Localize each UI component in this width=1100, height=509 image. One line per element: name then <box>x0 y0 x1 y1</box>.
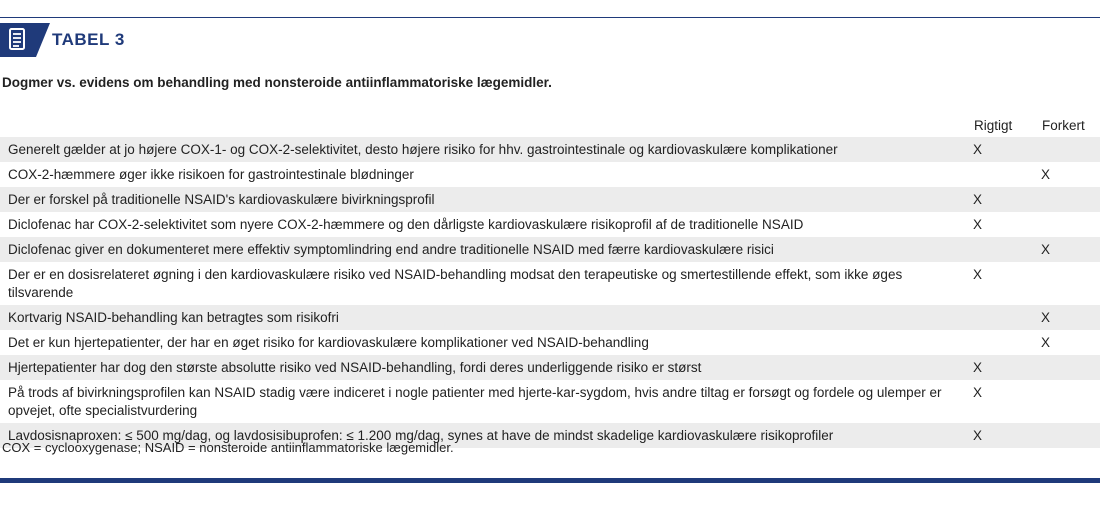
table-row <box>0 262 1100 305</box>
table-label: TABEL 3 <box>52 30 125 49</box>
table-row <box>0 162 1100 187</box>
statement-text: Lavdosisnaproxen: ≤ 500 mg/dag, og lavdosisibuprofen: ≤ 1.200 mg/dag, synes at have de mindst skadelige kardiovaskulære risikoprofiler <box>8 428 834 443</box>
right-mark: X <box>973 192 983 207</box>
table-row <box>0 380 1100 423</box>
table-row <box>0 187 1100 212</box>
right-mark: X <box>973 428 983 443</box>
top-rule <box>0 17 1100 18</box>
statement-text: På trods af bivirkningsprofilen kan NSAID stadig være indiceret i nogle patienter med hjerte-kar-sygdom, hvis andre tiltag er forsøgt og fordele og ulemper er opvejet, ofte specialistvurdering <box>8 385 942 418</box>
statement-text: Diclofenac giver en dokumenteret mere effektiv symptomlindring end andre traditionelle NSAID med færre kardiovaskulære risici <box>8 242 774 257</box>
table-header <box>0 23 1100 57</box>
table-row <box>0 237 1100 262</box>
statement-text: Diclofenac har COX-2-selektivitet som nyere COX-2-hæmmere og den dårligste kardiovaskulære risikoprofil af de traditionelle NSAID <box>8 217 804 232</box>
right-mark: X <box>973 142 983 157</box>
statement-text: Der er en dosisrelateret øgning i den kardiovaskulære risiko ved NSAID-behandling modsat den terapeutiske og smertestillende effekt, som ikke øges tilsvarende <box>8 267 903 300</box>
bottom-rule <box>0 478 1100 483</box>
wrong-mark: X <box>1041 335 1051 350</box>
wrong-mark: X <box>1041 242 1051 257</box>
statement-text: Generelt gælder at jo højere COX-1- og COX-2-selektivitet, desto højere risiko for hhv. gastrointestinale og kardiovaskulære komplikationer <box>8 142 838 157</box>
right-mark: X <box>973 360 983 375</box>
document-icon <box>0 23 50 57</box>
table-footnote: COX = cyclooxygenase; NSAID = nonsteroide antiinflammatoriske lægemidler. <box>2 440 454 455</box>
statement-text: Hjertepatienter har dog den største absolutte risiko ved NSAID-behandling, fordi deres underliggende risiko er størst <box>8 360 702 375</box>
wrong-mark: X <box>1041 167 1051 182</box>
table-caption: Dogmer vs. evidens om behandling med nonsteroide antiinflammatoriske lægemidler. <box>2 75 552 90</box>
column-header-right: Rigtigt <box>974 118 1013 133</box>
right-mark: X <box>973 267 983 282</box>
table-row <box>0 137 1100 162</box>
statement-text: Der er forskel på traditionelle NSAID's kardiovaskulære bivirkningsprofil <box>8 192 435 207</box>
statement-text: COX-2-hæmmere øger ikke risikoen for gastrointestinale blødninger <box>8 167 414 182</box>
wrong-mark: X <box>1041 310 1051 325</box>
statement-text: Det er kun hjertepatienter, der har en øget risiko for kardiovaskulære komplikationer ved NSAID-behandling <box>8 335 649 350</box>
table-row <box>0 305 1100 330</box>
right-mark: X <box>973 217 983 232</box>
table-row <box>0 355 1100 380</box>
table-row <box>0 212 1100 237</box>
table-row <box>0 330 1100 355</box>
statement-text: Kortvarig NSAID-behandling kan betragtes som risikofri <box>8 310 339 325</box>
column-header-wrong: Forkert <box>1042 118 1085 133</box>
table-body <box>0 137 1100 448</box>
right-mark: X <box>973 385 983 400</box>
